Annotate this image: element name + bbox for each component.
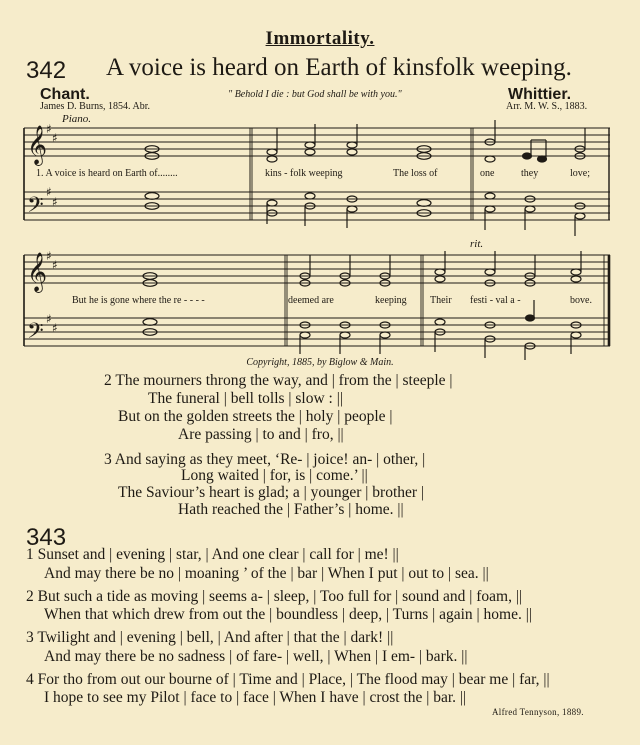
music-score	[0, 0, 640, 360]
h343-verse-3-line-2: And may there be no sadness | of fare- | well, | When | I em- | bark. ||	[44, 648, 468, 665]
hymn-title: A voice is heard on Earth of kinsfolk weeping.	[106, 54, 572, 81]
piano-marking: Piano.	[62, 113, 92, 125]
tune-name: Chant.	[40, 86, 90, 103]
verse-2-line-3: But on the golden streets the | holy | people |	[118, 408, 393, 425]
lyric-2-b: deemed are	[288, 295, 334, 306]
copyright-note: Copyright, 1885, by Biglow & Main.	[246, 357, 394, 368]
lyric-2-f: bove.	[570, 295, 592, 306]
sharp-icon: ♯	[46, 185, 52, 199]
sharp-icon: ♯	[46, 312, 52, 326]
lyric-1-c: The loss of	[393, 168, 438, 179]
sharp-icon: ♯	[52, 258, 58, 272]
lyric-1-a: 1. A voice is heard on Earth of........	[36, 168, 178, 179]
treble-clef-icon: 𝄞	[27, 252, 48, 292]
arranger-credit: Arr. M. W. S., 1883.	[506, 101, 588, 112]
h343-verse-2-line-1: 2 But such a tide as moving | seems a- | sleep, | Too full for | sound and | foam, ||	[26, 588, 523, 605]
lyric-2-e: festi - val a -	[470, 295, 521, 306]
staff-bass-1	[24, 192, 610, 220]
verse-2-line-4: Are passing | to and | fro, ||	[178, 426, 344, 443]
lyric-2-a: But he is gone where the re - - - -	[72, 295, 205, 306]
h343-verse-4-line-1: 4 For tho from out our bourne of | Time and | Place, | The flood may | bear me | far, ||	[26, 671, 550, 688]
hymn-number-342: 342	[26, 57, 67, 84]
verse-3-line-3: The Saviour’s heart is glad; a | younger | brother |	[118, 484, 425, 501]
section-title: Immortality.	[265, 28, 375, 49]
lyric-1-f: love;	[570, 168, 590, 179]
bass-clef-icon: 𝄢	[27, 193, 44, 223]
composer-credit: James D. Burns, 1854. Abr.	[40, 101, 150, 112]
sharp-icon: ♯	[52, 131, 58, 145]
notes-bass-2	[143, 300, 581, 360]
author-name: Whittier.	[508, 86, 572, 103]
verse-3-line-1: 3 And saying as they meet, ‘Re- | joice! an- | other, |	[104, 451, 426, 468]
h343-verse-4-line-2: I hope to see my Pilot | face to | face | When I have | crost the | bar. ||	[44, 689, 467, 706]
lyric-1-e: they	[521, 168, 539, 179]
treble-clef-icon: 𝄞	[27, 125, 48, 165]
lyric-2-d: Their	[430, 295, 452, 306]
sharp-icon: ♯	[46, 122, 52, 136]
staff-bass-2	[24, 318, 610, 346]
lyric-1-b: kins - folk weeping	[265, 168, 343, 179]
hymn-number-343: 343	[26, 524, 67, 551]
sharp-icon: ♯	[52, 195, 58, 209]
lyric-1-d: one	[480, 168, 495, 179]
tennyson-credit: Alfred Tennyson, 1889.	[492, 707, 584, 717]
h343-verse-1-line-2: And may there be no | moaning ’ of the | bar | When I put | out to | sea. ||	[44, 565, 489, 582]
verse-3-line-4: Hath reached the | Father’s | home. ||	[178, 501, 404, 518]
epigraph: " Behold I die : but God shall be with you."	[228, 89, 402, 100]
rit-marking: rit.	[470, 238, 484, 250]
verse-2-line-2: The funeral | bell tolls | slow : ||	[148, 390, 343, 407]
staff-treble-2	[24, 255, 610, 283]
lyric-2-c: keeping	[375, 295, 407, 306]
h343-verse-1-line-1: 1 Sunset and | evening | star, | And one clear | call for | me! ||	[26, 546, 399, 563]
sharp-icon: ♯	[46, 249, 52, 263]
h343-verse-3-line-1: 3 Twilight and | evening | bell, | And after | that the | dark! ||	[26, 629, 394, 646]
verse-2-line-1: 2 The mourners throng the way, and | from the | steeple |	[104, 372, 453, 389]
verse-3-line-2: Long waited | for, is | come.’ ||	[181, 467, 368, 484]
h343-verse-2-line-2: When that which drew from out the | boundless | deep, | Turns | again | home. ||	[44, 606, 532, 623]
sharp-icon: ♯	[52, 321, 58, 335]
staff-treble-1	[24, 128, 610, 156]
bass-clef-icon: 𝄢	[27, 319, 44, 349]
